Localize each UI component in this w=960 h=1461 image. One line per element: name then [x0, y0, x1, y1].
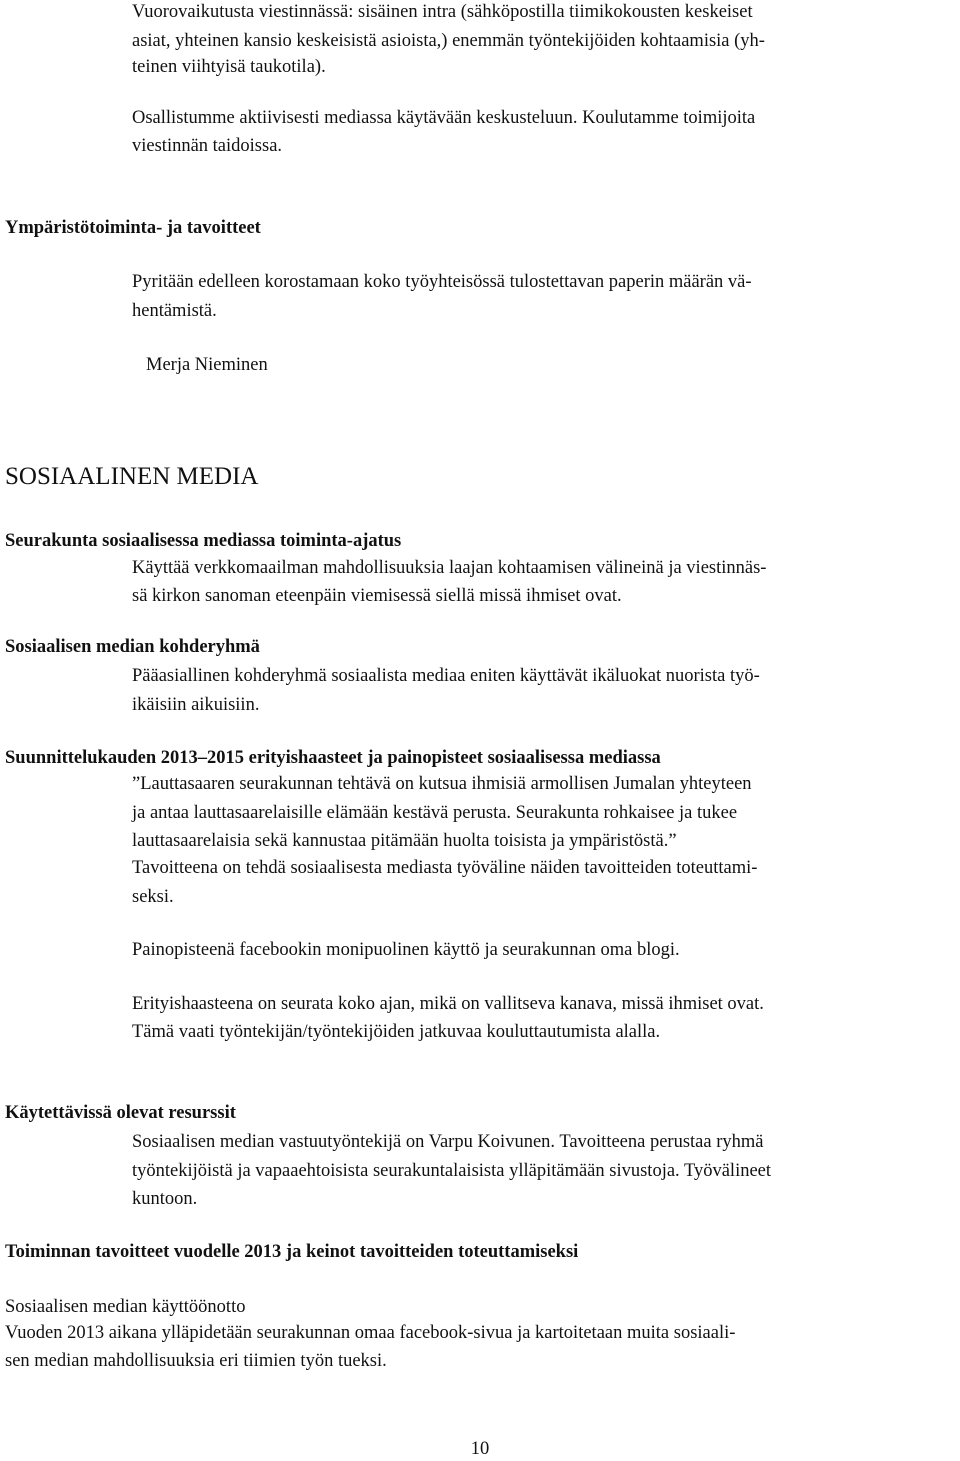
body-line: Pääasiallinen kohderyhmä sosiaalista mediaa eniten käyttävät ikäluokat nuorista työ-: [132, 666, 760, 686]
intro-line: viestinnän taidoissa.: [132, 136, 283, 156]
section-heading: Sosiaalisen median kohderyhmä: [5, 637, 260, 657]
subheading: Sosiaalisen median käyttöönotto: [5, 1297, 246, 1317]
body-line: ikäisiin aikuisiin.: [132, 695, 260, 715]
body-line: seksi.: [132, 887, 174, 907]
quote-line: lauttasaarelaisia sekä kannustaa pitämään huolta toisista ja ympäristöstä.”: [132, 831, 677, 851]
body-line: hentämistä.: [132, 301, 217, 321]
body-line: kuntoon.: [132, 1189, 198, 1209]
intro-line: asiat, yhteinen kansio keskeisistä asioista,) enemmän työntekijöiden kohtaamisia (yh-: [132, 31, 765, 51]
section-heading: Suunnittelukauden 2013–2015 erityishaasteet ja painopisteet sosiaalisessa mediassa: [5, 748, 661, 768]
section-heading-environment: Ympäristötoiminta- ja tavoitteet: [5, 218, 261, 238]
intro-line: Osallistumme aktiivisesti mediassa käytävään keskusteluun. Koulutamme toimijoita: [132, 108, 756, 128]
quote-line: ja antaa lauttasaarelaisille elämään kestävä perusta. Seurakunta rohkaisee ja tukee: [132, 803, 738, 823]
section-heading: Seurakunta sosiaalisessa mediassa toiminta-ajatus: [5, 531, 402, 551]
body-line: Painopisteenä facebookin monipuolinen käyttö ja seurakunnan oma blogi.: [132, 940, 680, 960]
body-line: Käyttää verkkomaailman mahdollisuuksia laajan kohtaamisen välineinä ja viestinnäs-: [132, 558, 767, 578]
body-line: Vuoden 2013 aikana ylläpidetään seurakunnan omaa facebook-sivua ja kartoitetaan muita sosiaali-: [5, 1323, 736, 1343]
body-line: Tämä vaati työntekijän/työntekijöiden jatkuvaa kouluttautumista alalla.: [132, 1022, 661, 1042]
page-title: SOSIAALINEN MEDIA: [5, 463, 259, 490]
body-line: sä kirkon sanoman eteenpäin viemisessä siellä missä ihmiset ovat.: [132, 586, 622, 606]
author-name: Merja Nieminen: [146, 355, 268, 375]
body-line: Pyritään edelleen korostamaan koko työyhteisössä tulostettavan paperin määrän vä-: [132, 272, 752, 292]
page-number: 10: [470, 1439, 490, 1459]
body-line: työntekijöistä ja vapaaehtoisista seurakuntalaisista ylläpitämään sivustoja. Työvälineet: [132, 1161, 772, 1181]
body-line: sen median mahdollisuuksia eri tiimien työn tueksi.: [5, 1351, 387, 1371]
body-line: Tavoitteena on tehdä sosiaalisesta mediasta työväline näiden tavoitteiden toteuttami-: [132, 858, 758, 878]
intro-line: Vuorovaikutusta viestinnässä: sisäinen intra (sähköpostilla tiimikokousten keskeiset: [132, 2, 753, 22]
quote-line: ”Lauttasaaren seurakunnan tehtävä on kutsua ihmisiä armollisen Jumalan yhteyteen: [132, 774, 752, 794]
section-heading: Käytettävissä olevat resurssit: [5, 1103, 236, 1123]
intro-line: teinen viihtyisä taukotila).: [132, 57, 326, 77]
section-heading: Toiminnan tavoitteet vuodelle 2013 ja keinot tavoitteiden toteuttamiseksi: [5, 1242, 579, 1262]
body-line: Erityishaasteena on seurata koko ajan, mikä on vallitseva kanava, missä ihmiset ovat.: [132, 994, 764, 1014]
body-line: Sosiaalisen median vastuutyöntekijä on Varpu Koivunen. Tavoitteena perustaa ryhmä: [132, 1132, 764, 1152]
